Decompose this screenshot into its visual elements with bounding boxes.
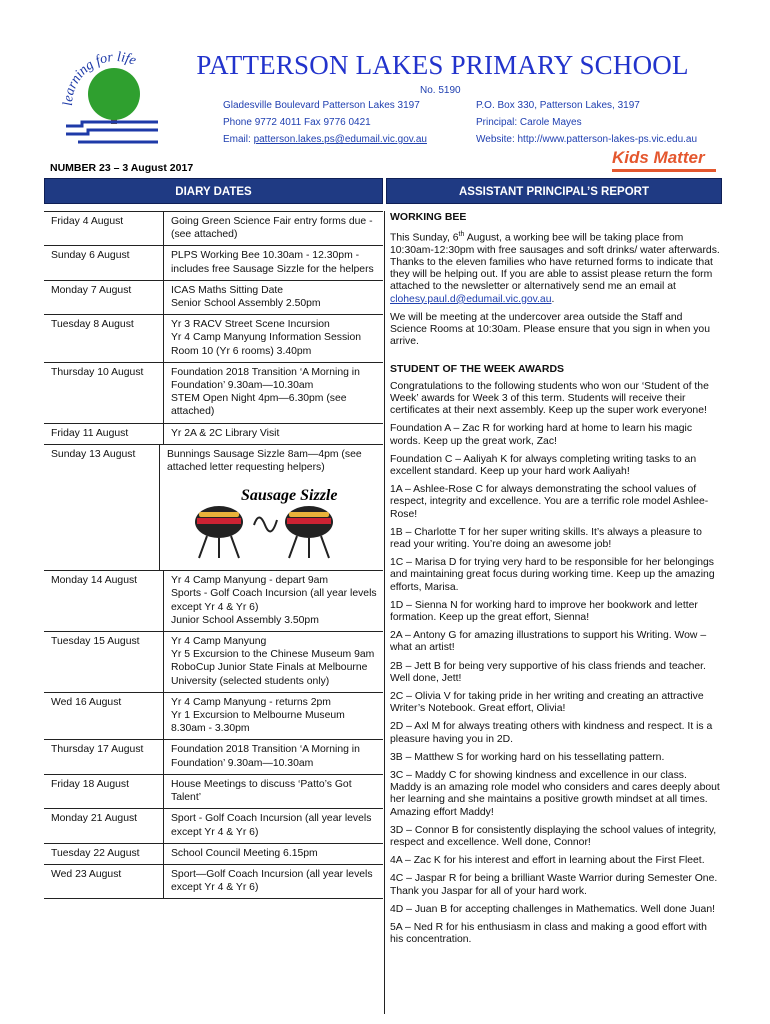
diary-event: Yr 2A & 2C Library Visit: [171, 427, 280, 439]
diary-date: Friday 18 August: [44, 775, 164, 808]
award-item: Foundation C – Aaliyah K for always completing writing tasks to an excellent standard. Keep up your hard work Aaliyah!: [390, 453, 697, 477]
award-item: 2B – Jett B for being very supportive of his class friends and teacher. Well done, Jett!: [390, 660, 706, 684]
diary-date: Monday 14 August: [44, 571, 164, 631]
diary-table: [44, 211, 383, 899]
table-row: [44, 362, 383, 423]
email-link[interactable]: patterson.lakes.ps@edumail.vic.gov.au: [253, 134, 427, 145]
diary-date: Tuesday 8 August: [44, 315, 164, 362]
diary-event: PLPS Working Bee 10.30am - 12.30pm - includes free Sausage Sizzle for the helpers: [171, 250, 374, 275]
table-row: [44, 774, 383, 808]
diary-event: Foundation 2018 Transition ‘A Morning in Foundation’ 9.30am—10.30am STEM Open Night 4pm—6.30pm (see attached): [171, 366, 360, 418]
assistant-principal-report: [390, 211, 720, 952]
diary-event: Sport—Golf Coach Incursion (all year levels except Yr 4 & Yr 6): [171, 868, 373, 894]
table-row: [44, 631, 383, 692]
logo-text: learning for life: [60, 50, 139, 107]
email-label: Email:: [223, 134, 254, 145]
table-row: [44, 314, 383, 362]
award-item: 2A – Antony G for amazing illustrations to support his Writing. Wow – what an artist!: [390, 630, 707, 654]
diary-date: Wed 23 August: [44, 865, 164, 898]
table-row: [44, 245, 383, 279]
table-row: [44, 864, 383, 898]
student-awards-intro: Congratulations to the following students who won our ‘Student of the Week’ awards for Week 3 of this term. Students will receive their certificates at their next assembly. Keep up the super work everyone!: [390, 380, 709, 417]
table-row: [44, 423, 383, 444]
diary-event: Yr 3 RACV Street Scene Incursion Yr 4 Camp Manyung Information Session Room 10 (Yr 6 rooms) 3.40pm: [171, 319, 362, 357]
bbq-left-icon: [195, 506, 243, 558]
principal: Principal: Carole Mayes: [476, 117, 582, 128]
student-awards-title: STUDENT OF THE WEEK AWARDS: [390, 362, 565, 375]
table-row: [44, 739, 383, 773]
website-link[interactable]: http://www.patterson-lakes-ps.vic.edu.au: [517, 134, 698, 145]
diary-event: Foundation 2018 Transition ‘A Morning in Foundation’ 9.30am—10.30am: [171, 744, 360, 769]
contact-email-link[interactable]: clohesy.paul.d@edumail.vic.gov.au: [390, 293, 552, 305]
sausage-sizzle-text: Sausage Sizzle: [241, 487, 338, 505]
assistant-principal-header: ASSISTANT PRINCIPAL’S REPORT: [386, 178, 722, 204]
diary-event: Going Green Science Fair entry forms due - (see attached): [171, 216, 373, 241]
diary-date: Tuesday 15 August: [44, 632, 164, 692]
table-row: [44, 211, 383, 245]
award-item: 3C – Maddy C for showing kindness and excellence in our class. Maddy is an amazing role model who considers and cares deeply about her learning and she maintains a positive growth mindset at all times. Amazing effort Maddy!: [390, 769, 720, 818]
table-row: [44, 692, 383, 740]
diary-date: Thursday 10 August: [44, 363, 164, 423]
diary-date: Friday 4 August: [44, 212, 164, 245]
table-row: [44, 444, 383, 570]
working-bee-meeting: We will be meeting at the undercover area outside the Staff and Science Rooms at 10:30am. Please ensure that you sign in when you arrive.: [390, 311, 710, 348]
table-row: [44, 280, 383, 314]
diary-event: Yr 4 Camp Manyung Yr 5 Excursion to the Chinese Museum 9am RoboCup Junior State Finals at Melbourne University (selected students only): [171, 636, 375, 687]
award-item: Foundation A – Zac R for working hard at home to learn his magic words. Keep up the great work, Zac!: [390, 423, 693, 447]
award-item: 3D – Connor B for consistently displaying the school values of integrity, respect and excellence. Well done, Connor!: [390, 824, 717, 848]
diary-date: Thursday 17 August: [44, 740, 164, 773]
table-row: [44, 570, 383, 631]
diary-date: Monday 7 August: [44, 281, 164, 314]
diary-event: ICAS Maths Sitting Date Senior School Assembly 2.50pm: [171, 284, 321, 310]
bbq-right-icon: [285, 506, 333, 558]
award-item: 4A – Zac K for his interest and effort in learning about the First Fleet.: [390, 855, 705, 867]
school-address: Gladesville Boulevard Patterson Lakes 3197: [223, 100, 420, 111]
award-item: 3B – Matthew S for working hard on his tessellating pattern.: [390, 751, 665, 763]
diary-date: Sunday 13 August: [44, 445, 160, 570]
award-item: 4D – Juan B for accepting challenges in Mathematics. Well done Juan!: [390, 903, 715, 915]
diary-date: Friday 11 August: [44, 424, 164, 444]
award-item: 5A – Ned R for his enthusiasm in class and making a good effort with his concentration.: [390, 922, 707, 946]
award-item: 2C – Olivia V for taking pride in her writing and creating an attractive Writer’s Notebook. Great effort, Olivia!: [390, 690, 704, 715]
award-item: 1D – Sienna N for working hard to improve her bookwork and letter formation. Keep up the great effort, Sienna!: [390, 599, 698, 623]
award-item: 1C – Marisa D for trying very hard to be responsible for her belongings and maintaining great focus during working time. Keep up the amazing efforts, Marisa.: [390, 557, 715, 593]
phone-fax: Phone 9772 4011 Fax 9776 0421: [223, 117, 371, 128]
diary-event: House Meetings to discuss ‘Patto’s Got Talent’: [171, 778, 352, 804]
table-row: [44, 808, 383, 842]
email-line: [223, 134, 427, 145]
diary-event: Yr 4 Camp Manyung - depart 9am Sports - Golf Coach Incursion (all year levels except Yr 4 & Yr 6) Junior School Assembly 3.50pm: [171, 575, 377, 626]
school-number: No. 5190: [420, 85, 461, 96]
working-bee-title: WORKING BEE: [390, 211, 467, 223]
column-divider: [384, 211, 385, 1014]
school-logo: [58, 44, 168, 164]
diary-event: Yr 4 Camp Manyung - returns 2pm Yr 1 Excursion to Melbourne Museum 8.30am - 3.30pm: [171, 696, 345, 735]
issue-number: NUMBER 23 – 3 August 2017: [50, 162, 194, 174]
po-box: P.O. Box 330, Patterson Lakes, 3197: [476, 100, 640, 111]
award-item: 1B – Charlotte T for her super writing skills. It’s always a pleasure to read your writing. You’re doing an awesome job!: [390, 526, 702, 550]
website-line: [476, 134, 697, 145]
diary-dates-header: DIARY DATES: [44, 178, 383, 204]
award-item: 1A – Ashlee-Rose C for always demonstrating the school values of respect, integrity and excellence. You are a terrific role model Ashlee-Rose!: [390, 484, 709, 520]
school-title: PATTERSON LAKES PRIMARY SCHOOL: [196, 50, 689, 80]
diary-date: Sunday 6 August: [44, 246, 164, 279]
diary-date: Monday 21 August: [44, 809, 164, 842]
diary-date: Tuesday 22 August: [44, 844, 164, 864]
diary-event: School Council Meeting 6.15pm: [171, 847, 318, 859]
diary-date: Wed 16 August: [44, 693, 164, 740]
sausage-sizzle-illustration: [179, 480, 379, 562]
diary-event: Sport - Golf Coach Incursion (all year levels except Yr 4 & Yr 6): [171, 813, 372, 838]
award-item: 4C – Jaspar R for being a brilliant Waste Warrior during Semester One. Thank you Jaspar for all of your hard work.: [390, 873, 718, 897]
award-item: 2D – Axl M for always treating others with kindness and respect. It is a pleasure having you in 2D.: [390, 721, 713, 745]
kids-matter-logo: Kids Matter: [610, 148, 718, 178]
website-label: Website:: [476, 134, 518, 145]
table-row: [44, 843, 383, 864]
working-bee-paragraph: This Sunday, 6th August, a working bee will be taking place from 10:30am-12:30pm with free sausages and soft drinks/ water afterwards. Thanks to the eleven families who have returned forms to indicate that they will be helping out. If you are able to assist please return the form attached to the newsletter or alternatively send me an email at clohesy.paul.d@edumail.vic.gov.au.: [390, 231, 720, 305]
diary-event: Bunnings Sausage Sizzle 8am—4pm (see attached letter requesting helpers): [167, 448, 362, 474]
